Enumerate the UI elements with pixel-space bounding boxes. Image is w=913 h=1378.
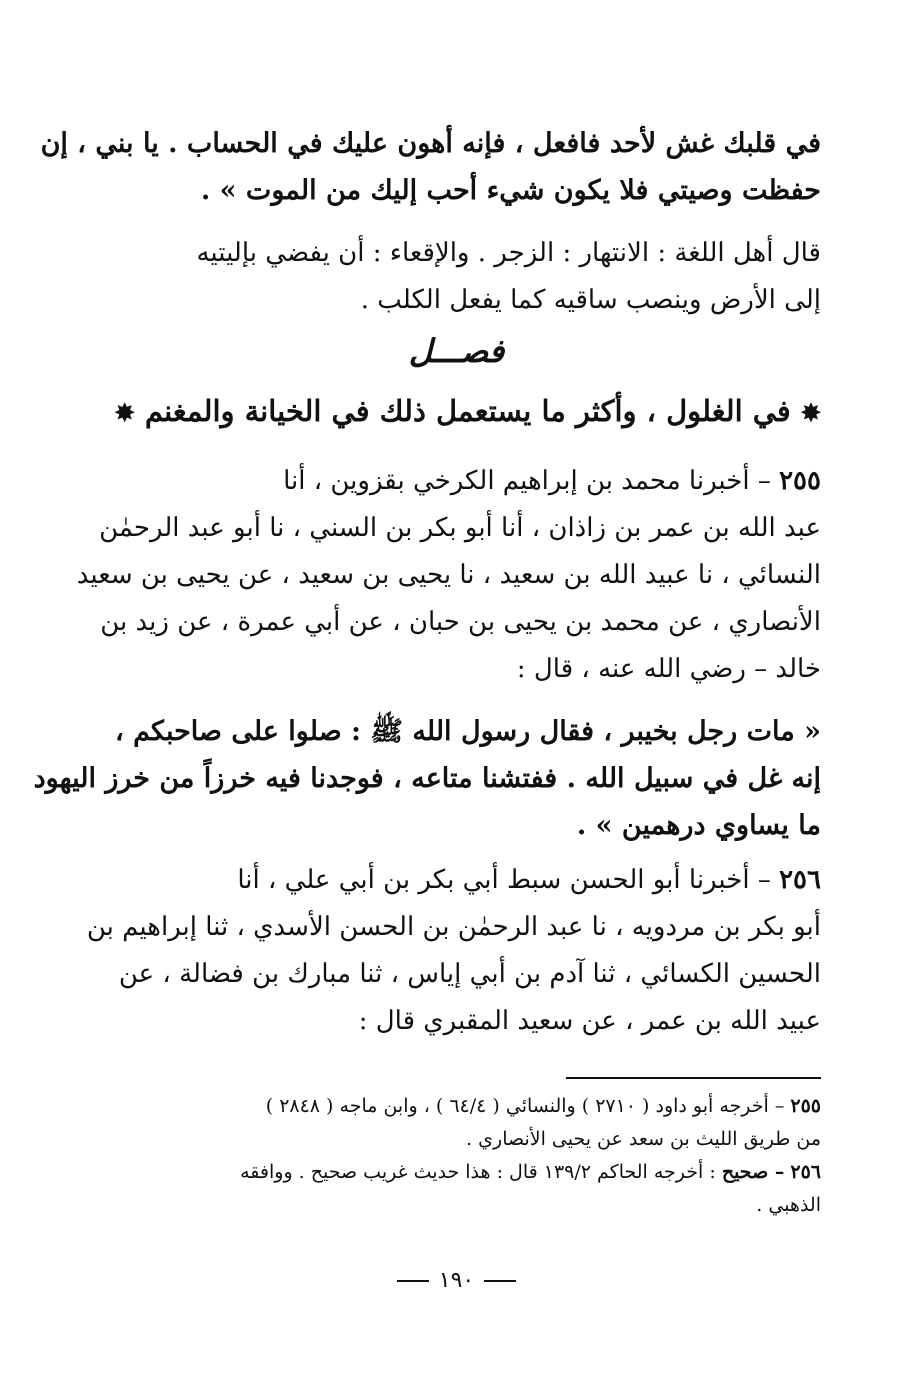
- footnote-text: – أخرجه أبو داود ( ٢٧١٠ ) والنسائي ( ٦٤/٤ ) ، وابن ماجه ( ٢٨٤٨ ): [265, 1095, 785, 1117]
- text-line-content: – أخبرنا أبو الحسن سبط أبي بكر بن أبي علي ، أنا: [237, 865, 771, 895]
- text-line: ما يساوي درهمين » .: [576, 810, 821, 841]
- lexical-note-paragraph: [128, 230, 821, 324]
- dash-ornament: [484, 1280, 516, 1282]
- paragraph-continuation: [40, 120, 821, 214]
- footnote-number: ٢٥٦: [790, 1161, 821, 1183]
- page-number-value: ١٩٠: [438, 1268, 475, 1293]
- text-line: إنه غل في سبيل الله . ففتشنا متاعه ، فوجدنا فيه خرزاً من خرز اليهود: [33, 763, 821, 794]
- section-heading-text: في الغلول ، وأكثر ما يستعمل ذلك في الخيانة والمغنم: [144, 394, 791, 428]
- footnote-line: [128, 1156, 821, 1189]
- text-line: النسائي ، نا عبيد الله بن سعيد ، نا يحيى بن سعيد ، عن يحيى بن سعيد: [76, 560, 821, 590]
- text-line: « مات رجل بخيبر ، فقال رسول الله ﷺ : صلوا على صاحبكم ،: [114, 716, 821, 747]
- page-number: [0, 1268, 913, 1293]
- text-line: الحسين الكسائي ، ثنا آدم بن أبي إياس ، ثنا مبارك بن فضالة ، عن: [118, 959, 821, 989]
- text-line: إلى الأرض وينصب ساقيه كما يفعل الكلب .: [360, 285, 821, 315]
- text-line: أبو بكر بن مردويه ، نا عبد الرحمٰن بن الحسن الأسدي ، ثنا إبراهيم بن: [86, 912, 821, 942]
- footnotes: [128, 1090, 821, 1222]
- text-line: [128, 857, 821, 904]
- star-ornament-icon: ✸: [800, 398, 821, 427]
- text-line: في قلبك غش لأحد فافعل ، فإنه أهون عليك في الحساب . يا بني ، إن: [40, 128, 821, 159]
- footnote-separator: [566, 1077, 821, 1079]
- text-line: عبيد الله بن عمر ، عن سعيد المقبري قال :: [358, 1006, 821, 1036]
- hadith-number: ٢٥٥: [779, 466, 821, 496]
- text-line: قال أهل اللغة : الانتهار : الزجر . والإقعاء : أن يفضي بإليتيه: [196, 238, 821, 268]
- star-ornament-icon: ✸: [114, 398, 135, 427]
- text-line: خالد – رضي الله عنه ، قال :: [516, 654, 821, 684]
- hadith-text-255: [33, 708, 821, 849]
- hadith-isnad-256: [86, 857, 821, 1045]
- footnote-line: الذهبي .: [756, 1194, 821, 1216]
- footnote-text: : أخرجه الحاكم ١٣٩/٢ قال : هذا حديث غريب صحيح . ووافقه: [240, 1161, 716, 1183]
- text-line: [128, 458, 821, 505]
- hadith-number: ٢٥٦: [779, 865, 821, 895]
- section-heading: [114, 388, 821, 436]
- text-line: عبد الله بن عمر بن زاذان ، أنا أبو بكر بن السني ، نا أبو عبد الرحمٰن: [99, 513, 821, 543]
- footnote-grade: – صحيح: [721, 1161, 785, 1183]
- section-label: فصـــل: [408, 332, 505, 370]
- text-line-content: – أخبرنا محمد بن إبراهيم الكرخي بقزوين ، أنا: [283, 466, 771, 496]
- footnote-line: من طريق الليث بن سعد عن يحيى الأنصاري .: [466, 1128, 821, 1150]
- text-line: الأنصاري ، عن محمد بن يحيى بن حبان ، عن أبي عمرة ، عن زيد بن: [100, 607, 821, 637]
- footnote-line: [128, 1090, 821, 1123]
- footnote-number: ٢٥٥: [790, 1095, 821, 1117]
- text-line: حفظت وصيتي فلا يكون شيء أحب إليك من الموت » .: [200, 175, 821, 206]
- hadith-isnad-255: [76, 458, 821, 693]
- dash-ornament: [397, 1280, 429, 1282]
